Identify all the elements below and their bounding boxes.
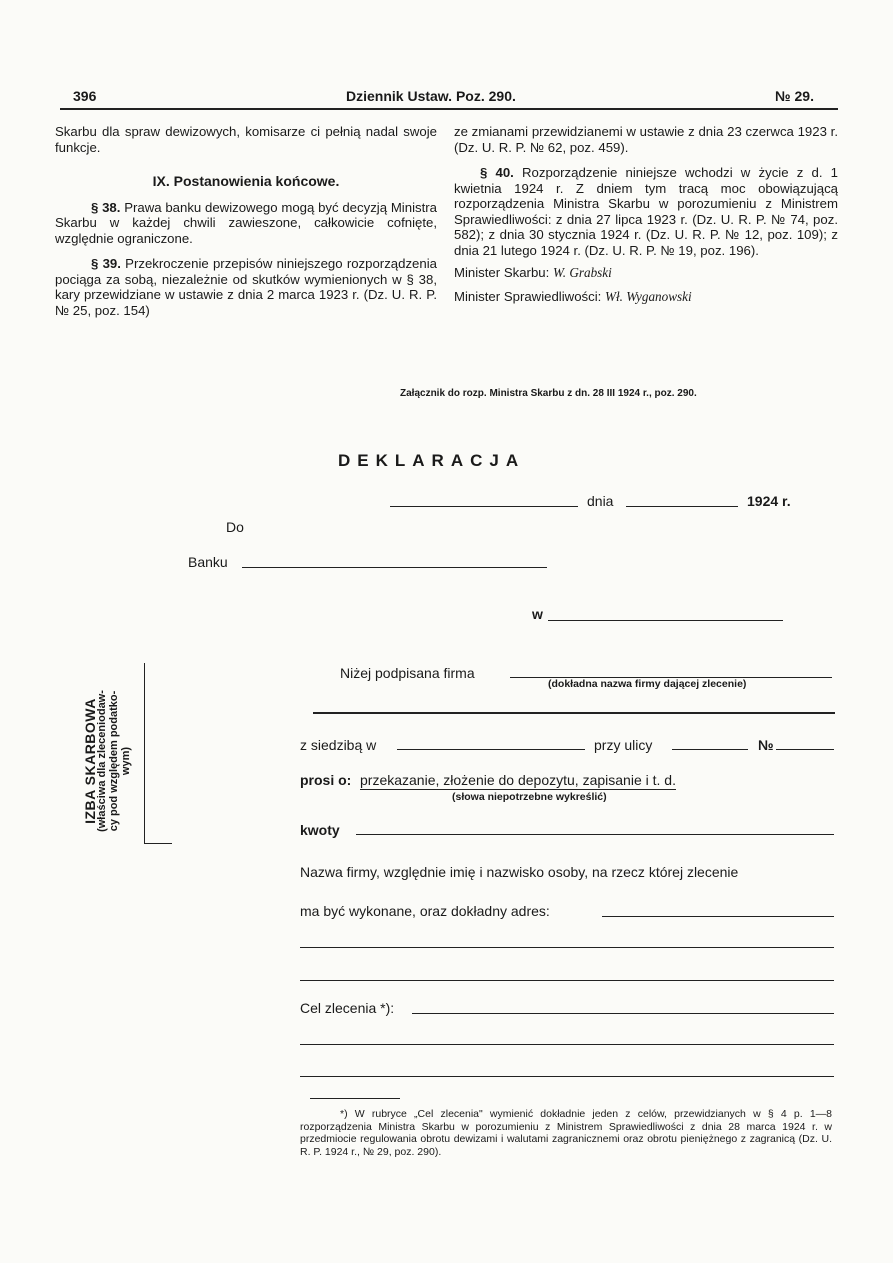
firm-hint: (dokładna nazwa firmy dającej zlecenie) <box>548 678 747 690</box>
form-title: DEKLARACJA <box>338 451 526 470</box>
footnote-rule <box>310 1098 400 1099</box>
beneficiary-field-2[interactable] <box>300 947 834 948</box>
cel-label: Cel zlecenia *): <box>300 1000 395 1016</box>
prosi-label: prosi o: <box>300 772 352 788</box>
prosi-options[interactable]: przekazanie, złożenie do depozytu, zapisanie i t. d. <box>360 772 676 788</box>
przy-ulicy-label: przy ulicy <box>594 737 653 753</box>
year-label: 1924 r. <box>747 493 791 509</box>
do-label: Do <box>226 519 244 535</box>
purpose-field-1[interactable] <box>412 1013 834 1014</box>
side-stamp <box>58 645 158 860</box>
side-stamp-rule <box>144 663 145 843</box>
right-paragraph-1: ze zmianami przewidzianemi w ustawie z dnia 23 czerwca 1923 r. (Dz. U. R. P. № 62, poz. 459). <box>454 124 838 155</box>
place-field[interactable] <box>390 506 578 507</box>
issue-number: № 29. <box>775 88 814 104</box>
left-paragraph-1: Skarbu dla spraw dewizowych, komisarze ci pełnią nadal swoje funkcje. <box>55 124 437 155</box>
side-stamp-title: IZBA SKARBOWA <box>82 698 98 824</box>
purpose-field-2[interactable] <box>300 1044 834 1045</box>
banku-label: Banku <box>188 554 228 570</box>
side-stamp-sub-3: wym) <box>120 746 132 776</box>
date-field[interactable] <box>626 506 738 507</box>
signature-1: Minister Skarbu: W. Grabski <box>454 265 612 280</box>
siedziba-label: z siedzibą w <box>300 737 377 753</box>
purpose-field-3[interactable] <box>300 1076 834 1077</box>
street-field[interactable] <box>672 749 748 750</box>
footnote: *) W rubryce „Cel zlecenia" wymienić dokładnie jeden z celów, przewidzianych w § 4 p. 1—8 rozporządzenia Ministra Skarbu w porozumieniu z Ministrem Sprawiedliwości z dnia 28 marca 1924 r. w przedmiocie regulowania obrotu dewizami i walutami zagranicznemi oraz obrotu pieniężnego z zagranicą (Dz. U. R. P. 1924 r., № 29, poz. 290). <box>300 1108 832 1158</box>
right-column <box>454 124 838 304</box>
side-stamp-rule-foot <box>144 843 172 844</box>
firm-name-field-2[interactable] <box>313 712 835 714</box>
number-label: № <box>758 737 774 753</box>
beneficiary-label-2: ma być wykonane, oraz dokładny adres: <box>300 903 550 919</box>
kwoty-label: kwoty <box>300 822 340 838</box>
section-title: IX. Postanowienia końcowe. <box>152 173 340 189</box>
beneficiary-field-3[interactable] <box>300 980 834 981</box>
w-label: w <box>532 606 543 622</box>
beneficiary-field-1[interactable] <box>602 916 834 917</box>
side-stamp-sub-1: (właściwa dla zleceniodaw- <box>96 690 108 832</box>
nizej-label: Niżej podpisana firma <box>340 665 475 681</box>
seat-city-field[interactable] <box>397 749 585 750</box>
annex-note: Załącznik do rozp. Ministra Skarbu z dn. 28 III 1924 r., poz. 290. <box>400 388 697 399</box>
signature-2: Minister Sprawiedliwości: Wł. Wyganowski <box>454 288 692 304</box>
bank-name-field[interactable] <box>242 567 547 568</box>
left-column <box>55 124 437 318</box>
dnia-label: dnia <box>587 493 614 509</box>
paragraph-40: § 40. Rozporządzenie niniejsze wchodzi w życie z d. 1 kwietnia 1924 r. Z dniem tym tracą moc obowiązującą rozporządzenia Ministra Skarbu w porozumieniu z Ministrem Sprawiedliwości: z dnia 27 lipca 1923 r. (Dz. U. R. P. № 74, poz. 582); z dnia 30 stycznia 1924 r. (Dz. U. R. P. № 12, poz. 109); z dnia 21 lutego 1924 r. (Dz. U. R. P. № 19, poz. 196). <box>454 165 838 258</box>
journal-title: Dziennik Ustaw. Poz. 290. <box>346 88 516 104</box>
bank-city-field[interactable] <box>548 620 783 621</box>
amount-field[interactable] <box>356 834 834 835</box>
header-rule <box>60 108 838 110</box>
prosi-hint: (słowa niepotrzebne wykreślić) <box>452 791 607 803</box>
side-stamp-sub-2: cy pod względem podatko- <box>108 690 120 832</box>
paragraph-38: § 38. Prawa banku dewizowego mogą być decyzją Ministra Skarbu w każdej chwili zawieszone, całkowicie cofnięte, względnie ograniczone. <box>55 199 437 246</box>
paragraph-39: § 39. Przekroczenie przepisów niniejszego rozporządzenia pociąga za sobą, niezależnie od skutków wymienionych w § 38, kary przewidziane w ustawie z dnia 2 marca 1923 r. (Dz. U. R. P. № 25, poz. 154) <box>55 256 437 318</box>
page-number: 396 <box>73 88 97 104</box>
beneficiary-label-1: Nazwa firmy, względnie imię i nazwisko osoby, na rzecz której zlecenie <box>300 864 739 880</box>
street-number-field[interactable] <box>776 749 834 750</box>
